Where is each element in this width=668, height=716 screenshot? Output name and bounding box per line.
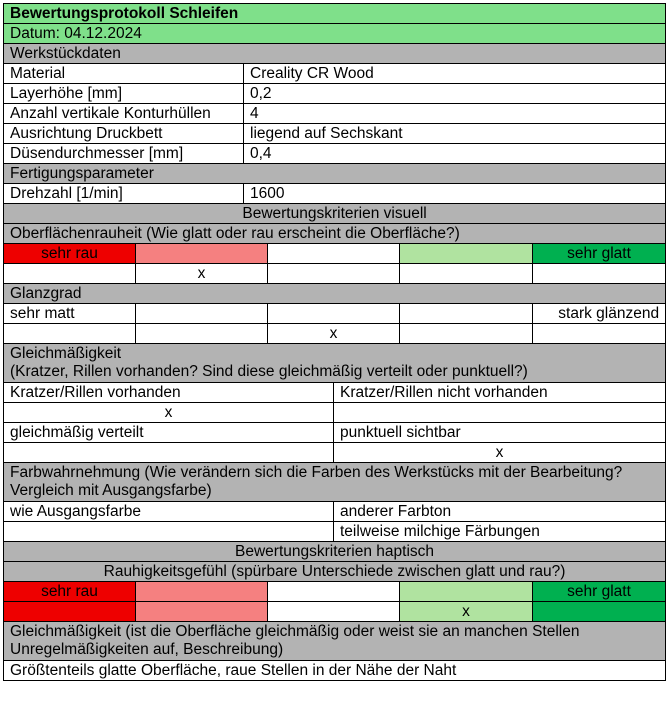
haptic-uniformity-answer[interactable]: Größtenteils glatte Oberfläche, raue Stellen in der Nähe der Naht [4,661,666,681]
scale-cell-2 [136,244,268,264]
label-material: Material [4,64,244,84]
table-row [4,104,666,124]
value-speed: 1600 [244,184,666,204]
label-orientation: Ausrichtung Druckbett [4,124,244,144]
value-material: Creality CR Wood [244,64,666,84]
opt-spot: punktuell sichtbar [334,423,666,443]
protocol-sheet [3,3,665,681]
visual-roughness-marks [4,264,666,284]
protocol-table [3,3,666,681]
gloss-mark-1[interactable] [4,324,136,344]
gloss-mark-5[interactable] [533,324,666,344]
gloss-scale-right: stark glänzend [533,304,666,324]
table-row [4,64,666,84]
table-row [4,144,666,164]
haptic-roughness-question: Rauhigkeitsgefühl (spürbare Unterschiede zwischen glatt und rau?) [4,562,666,582]
table-row [4,403,666,423]
mark-cell-4[interactable] [400,264,533,284]
gloss-scale-left: sehr matt [4,304,136,324]
opt-same-color: wie Ausgangsfarbe [4,502,334,522]
scale-cell-5: sehr glatt [533,244,666,264]
value-contour-shells: 4 [244,104,666,124]
mark-cell-2[interactable]: x [136,264,268,284]
haptic-mark-4[interactable]: x [400,602,533,622]
color-question: Farbwahrnehmung (Wie verändern sich die Farben des Werkstücks mit der Bearbeitung? Vergleich mit Ausgangsfarbe) [4,463,666,502]
uniformity-question-line2: (Kratzer, Rillen vorhanden? Sind diese gleichmäßig verteilt oder punktuell?) [10,363,528,380]
haptic-uniformity-question: Gleichmäßigkeit (ist die Oberfläche gleichmäßig oder weist sie an manchen Stellen Unregelmäßigkeiten auf, Beschreibung) [4,622,666,661]
scale-cell-1: sehr rau [4,244,136,264]
scale-cell-4 [400,244,533,264]
table-row [4,184,666,204]
haptic-header: Bewertungskriterien haptisch [4,542,666,562]
haptic-mark-5[interactable] [533,602,666,622]
value-nozzle: 0,4 [244,144,666,164]
gloss-mark-4[interactable] [400,324,533,344]
gloss-mark-2[interactable] [136,324,268,344]
gloss-scale-cell-2 [136,304,268,324]
visual-roughness-question: Oberflächenrauheit (Wie glatt oder rau erscheint die Oberfläche?) [4,224,666,244]
haptic-roughness-scale [4,582,666,602]
mark-scratches-no[interactable] [334,403,666,423]
haptic-scale-cell-5: sehr glatt [533,582,666,602]
uniformity-question-line1: Gleichmäßigkeit [10,345,122,362]
gloss-question: Glanzgrad [4,284,666,304]
label-speed: Drehzahl [1/min] [4,184,244,204]
color-note-left[interactable] [4,522,334,542]
table-row [4,84,666,104]
uniformity-question [4,344,666,383]
opt-other-color: anderer Farbton [334,502,666,522]
production-header: Fertigungsparameter [4,164,666,184]
haptic-roughness-marks [4,602,666,622]
label-nozzle: Düsendurchmesser [mm] [4,144,244,164]
table-row [4,443,666,463]
opt-scratches-no: Kratzer/Rillen nicht vorhanden [334,383,666,403]
label-layer-height: Layerhöhe [mm] [4,84,244,104]
mark-scratches-yes[interactable]: x [4,403,334,423]
haptic-scale-cell-2 [136,582,268,602]
visual-header: Bewertungskriterien visuell [4,204,666,224]
label-contour-shells: Anzahl vertikale Konturhüllen [4,104,244,124]
haptic-scale-cell-3 [268,582,400,602]
table-row [4,383,666,403]
gloss-mark-3[interactable]: x [268,324,400,344]
haptic-mark-2[interactable] [136,602,268,622]
mark-even[interactable] [4,443,334,463]
gloss-marks [4,324,666,344]
value-orientation: liegend auf Sechskant [244,124,666,144]
visual-roughness-scale [4,244,666,264]
haptic-mark-3[interactable] [268,602,400,622]
opt-even: gleichmäßig verteilt [4,423,334,443]
mark-cell-1[interactable] [4,264,136,284]
gloss-scale [4,304,666,324]
gloss-scale-cell-3 [268,304,400,324]
date-field: Datum: 04.12.2024 [4,24,666,44]
haptic-scale-cell-1: sehr rau [4,582,136,602]
mark-spot[interactable]: x [334,443,666,463]
gloss-scale-cell-4 [400,304,533,324]
workpiece-header: Werkstückdaten [4,44,666,64]
opt-scratches-yes: Kratzer/Rillen vorhanden [4,383,334,403]
value-layer-height: 0,2 [244,84,666,104]
table-row [4,661,666,681]
haptic-mark-1[interactable] [4,602,136,622]
table-row [4,502,666,522]
mark-cell-5[interactable] [533,264,666,284]
table-row [4,124,666,144]
color-note[interactable]: teilweise milchige Färbungen [334,522,666,542]
mark-cell-3[interactable] [268,264,400,284]
table-row [4,423,666,443]
scale-cell-3 [268,244,400,264]
table-row [4,522,666,542]
haptic-scale-cell-4 [400,582,533,602]
page-title: Bewertungsprotokoll Schleifen [4,4,666,24]
